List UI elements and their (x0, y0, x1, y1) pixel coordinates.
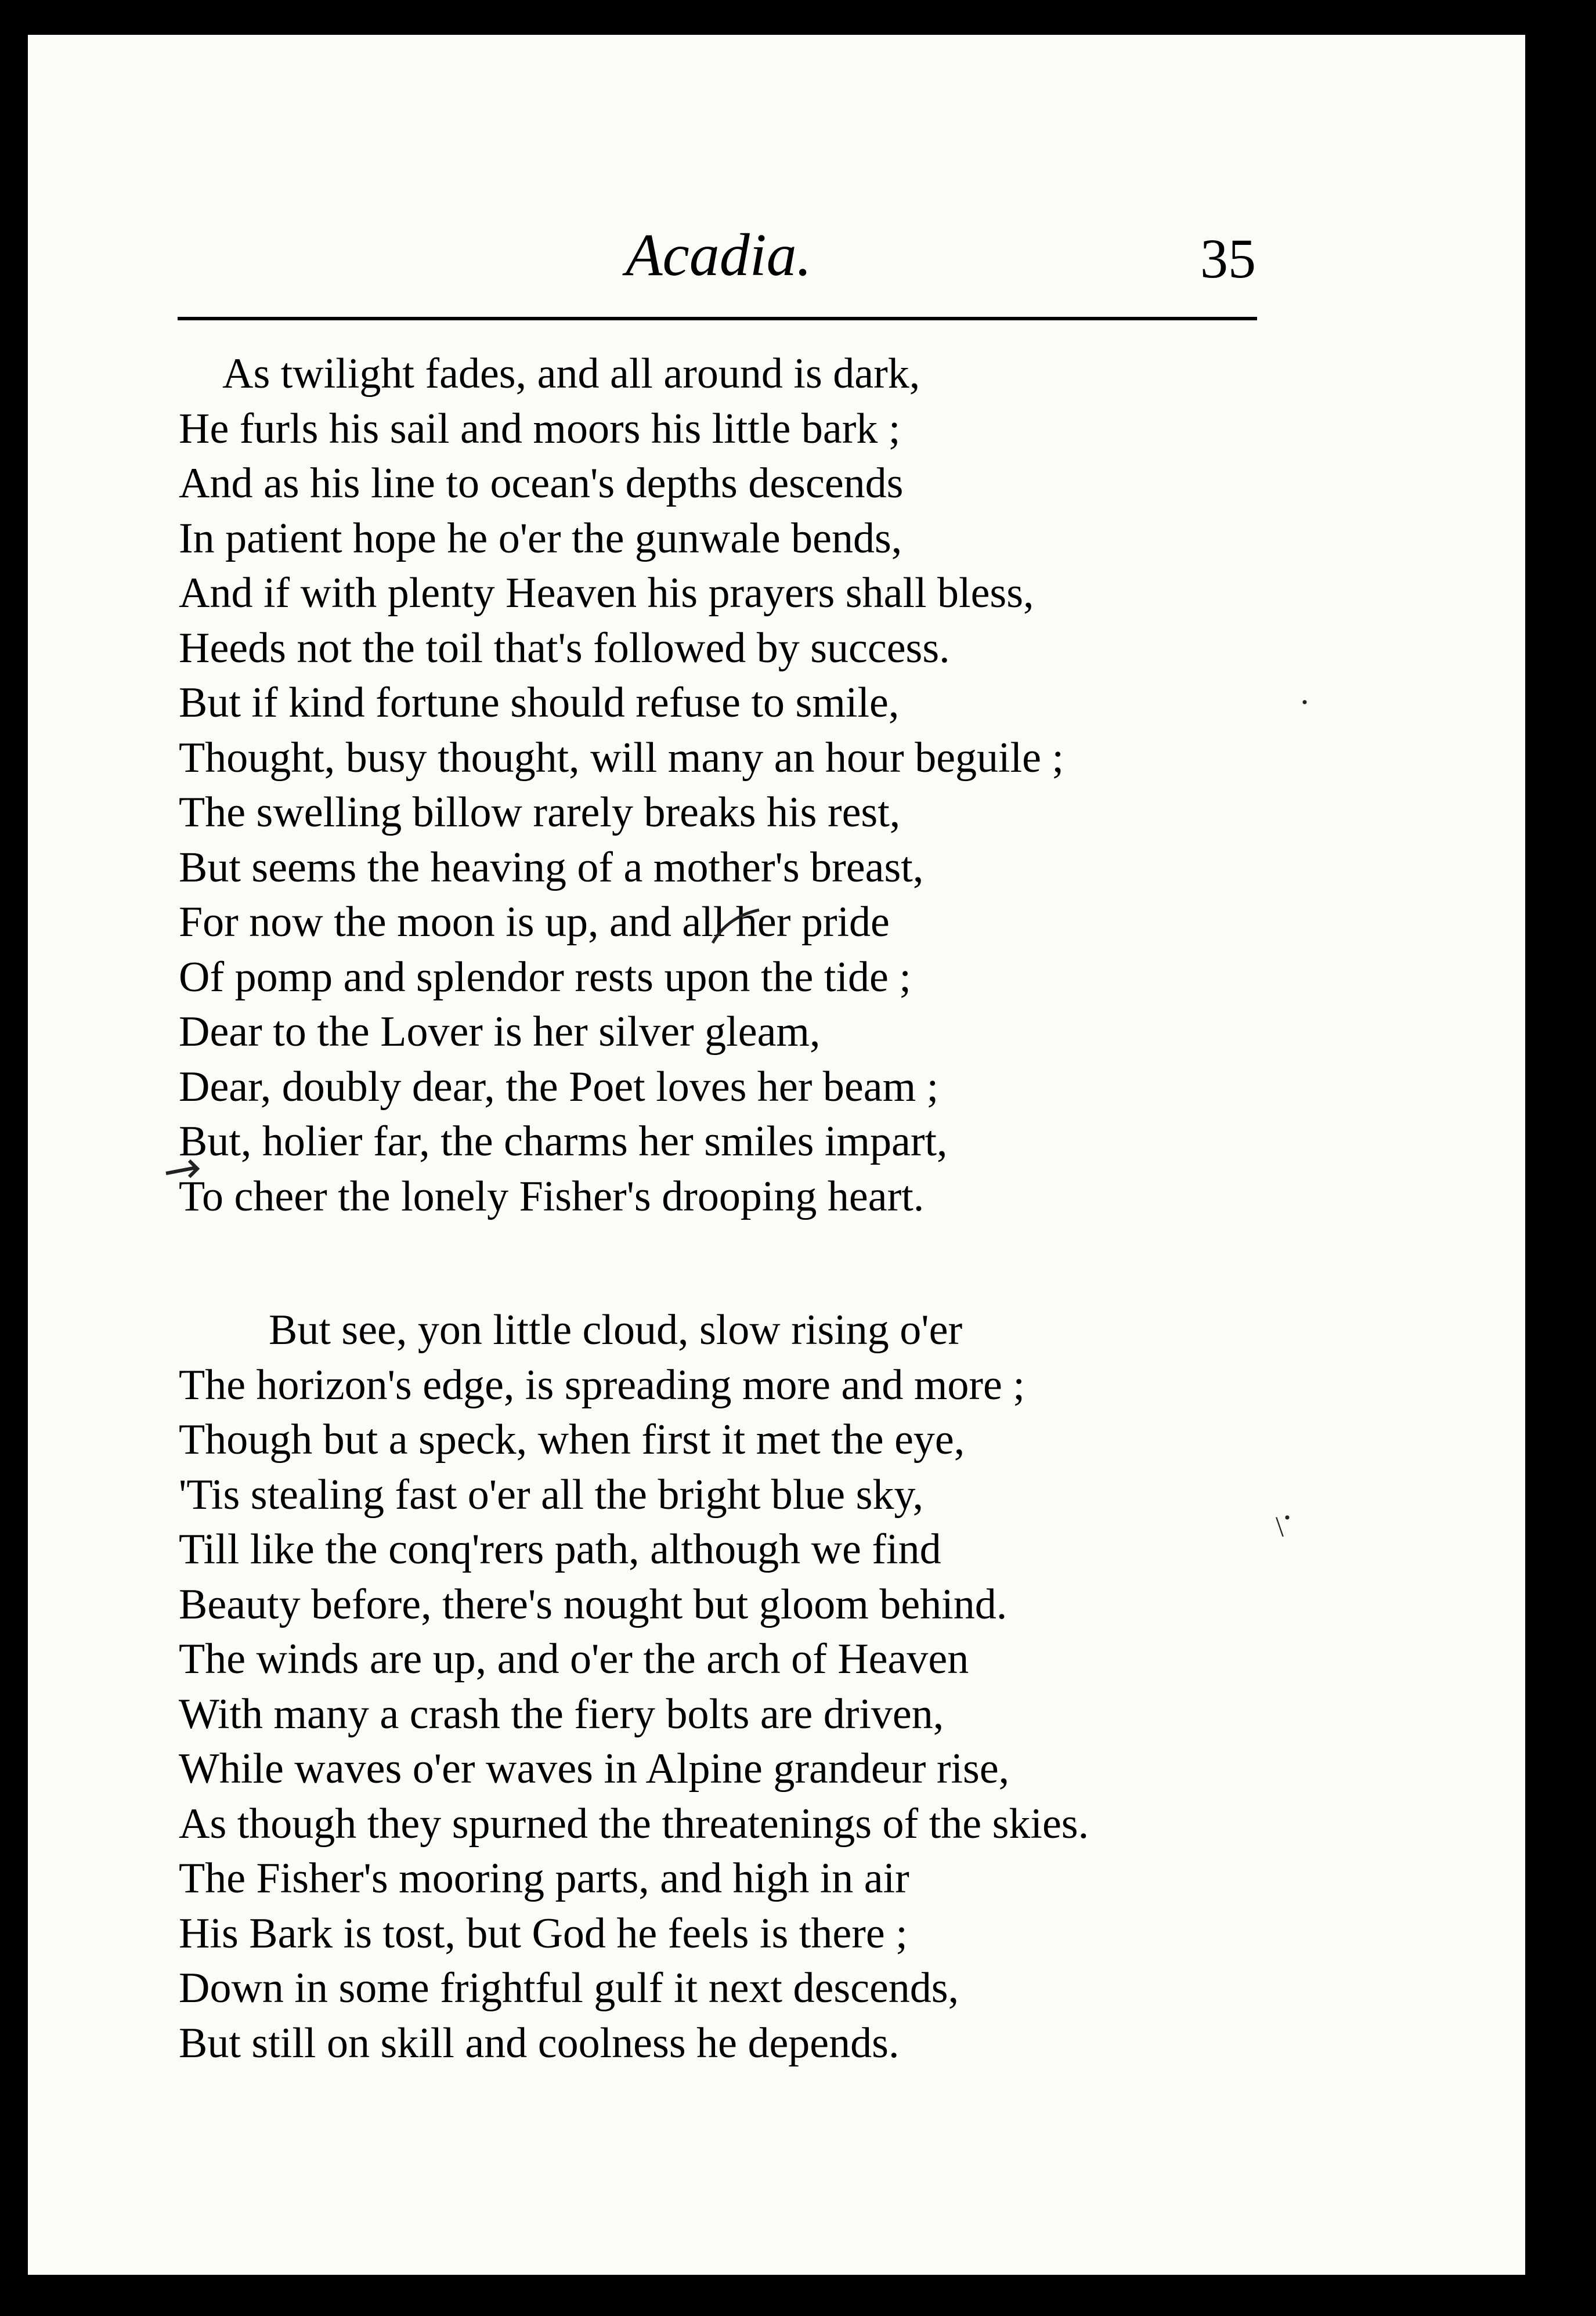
stanza-1 (179, 346, 1064, 1224)
speck-mark: \ (1276, 1510, 1284, 1542)
poem-line: And as his line to ocean's depths descends (179, 460, 904, 507)
running-title: Acadia. (626, 222, 812, 288)
speck-mark: · (1281, 1498, 1293, 1537)
scan-edge-line (0, 0, 5, 2316)
margin-mark (161, 1143, 214, 1195)
poem-line: As though they spurned the threatenings of the skies. (179, 1800, 1089, 1848)
poem-line: To cheer the lonely Fisher's drooping heart. (179, 1172, 925, 1220)
poem-line: 'Tis stealing fast o'er all the bright blue sky, (179, 1470, 924, 1519)
poem-line: With many a crash the fiery bolts are driven, (179, 1690, 944, 1738)
poem-line: The horizon's edge, is spreading more and more ; (179, 1361, 1025, 1409)
poem-line: Though but a speck, when first it met the eye, (179, 1416, 965, 1464)
poem-line: In patient hope he o'er the gunwale bends, (179, 514, 902, 562)
header-rule (178, 317, 1257, 320)
poem-line: But still on skill and coolness he depends. (179, 2019, 900, 2067)
poem-line: But if kind fortune should refuse to smile, (179, 679, 900, 727)
poem-line: For now the moon is up, and all her pride (179, 898, 890, 946)
poem-line: And if with plenty Heaven his prayers shall bless, (179, 569, 1034, 617)
strike-mark (710, 905, 762, 946)
poem-line: Dear, doubly dear, the Poet loves her beam ; (179, 1063, 939, 1111)
poem-line: The Fisher's mooring parts, and high in air (179, 1855, 909, 1902)
poem-line: As twilight fades, and all around is dark, (222, 350, 920, 398)
poem-line: Thought, busy thought, will many an hour beguile ; (179, 734, 1064, 782)
speck-mark: · (1299, 683, 1310, 721)
poem-line: Heeds not the toil that's followed by success. (179, 624, 950, 672)
book-page (28, 35, 1525, 2275)
poem-line: He furls his sail and moors his little bark ; (179, 404, 901, 453)
poem-line: Dear to the Lover is her silver gleam, (179, 1008, 821, 1056)
poem-line: His Bark is tost, but God he feels is there ; (179, 1909, 908, 1957)
poem-line: But, holier far, the charms her smiles impart, (179, 1118, 948, 1165)
poem-line: Till like the conq'rers path, although we find (179, 1526, 941, 1573)
stanza-2 (179, 1303, 1089, 2071)
poem-line: While waves o'er waves in Alpine grandeur rise, (179, 1745, 1010, 1793)
scan-left-border (10, 0, 21, 2316)
poem-line: But seems the heaving of a mother's breast, (179, 843, 924, 891)
poem-line: Down in some frightful gulf it next descends, (179, 1964, 959, 2012)
poem-line: The swelling billow rarely breaks his rest, (179, 789, 901, 836)
poem-line: The winds are up, and o'er the arch of Heaven (179, 1635, 969, 1683)
page-number: 35 (1200, 227, 1256, 290)
poem-line: Of pomp and splendor rests upon the tide ; (179, 953, 911, 1001)
poem-line: But see, yon little cloud, slow rising o'er (269, 1306, 963, 1354)
poem-line: Beauty before, there's nought but gloom behind. (179, 1580, 1008, 1628)
